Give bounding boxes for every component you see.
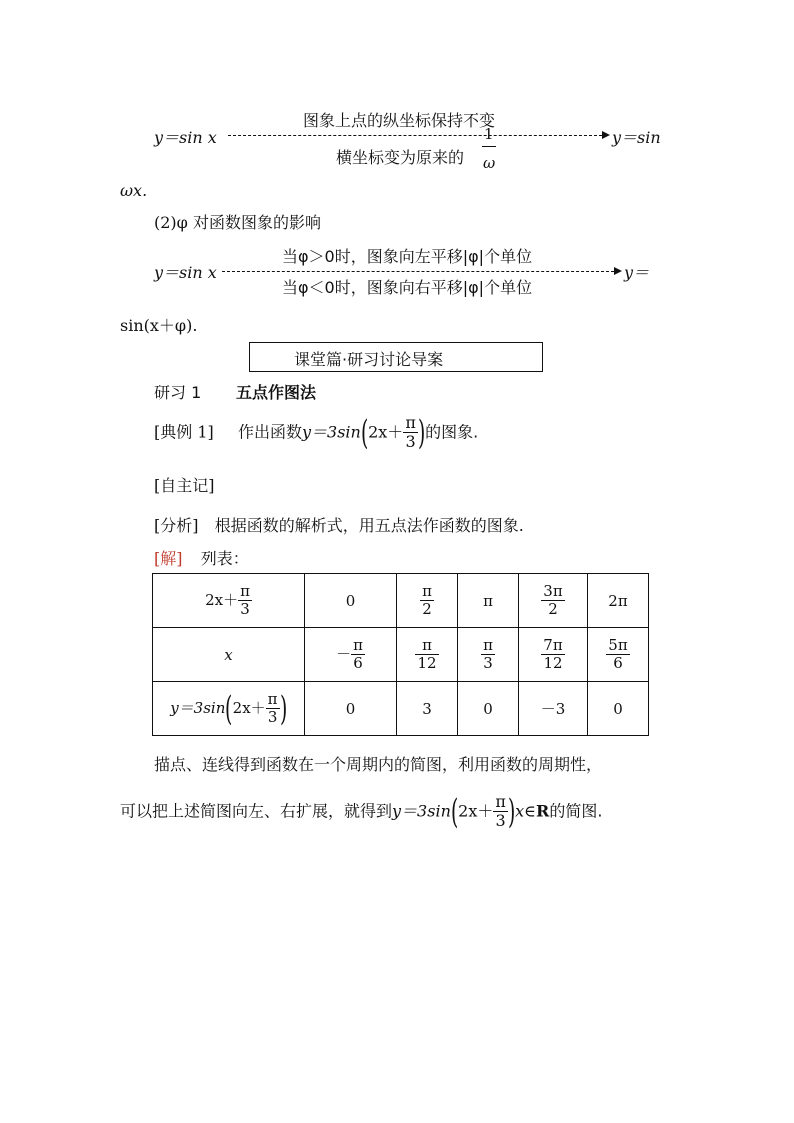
section2-lhs: y＝sin x: [154, 263, 217, 282]
table-cell: － $\frac{\pi}{6}$: [305, 628, 397, 682]
row3-label: y＝3sin(2x＋ $\frac{\pi}{3}$ ): [153, 682, 305, 736]
table-cell: $\frac{\pi}{12}$: [397, 628, 458, 682]
table-cell: 3: [397, 682, 458, 736]
section2-tail: sin(x＋φ).: [120, 316, 198, 335]
section2-arrowhead: [614, 267, 622, 275]
solution-text: 列表：: [200, 549, 249, 568]
section-title: 课堂篇·研习讨论导案: [294, 350, 444, 369]
transform1-frac-den: ω: [483, 154, 496, 172]
row1-label: 2x＋ $\frac{\pi}{3}$: [153, 574, 305, 628]
example-func: y＝3sin: [301, 422, 361, 442]
transform1-tail: ωx.: [120, 181, 148, 200]
five-point-table: [152, 573, 649, 736]
transform1-above: 图象上点的纵坐标保持不变: [303, 111, 496, 130]
example-frac: $\frac{\pi}{3}$: [405, 413, 416, 452]
solution-tag: [解]: [154, 549, 183, 568]
table-row: [153, 574, 649, 628]
example-text-after: 的图象.: [425, 422, 479, 442]
self-note: [自主记]: [154, 476, 215, 495]
section2-above: 当φ＞0时，图象向左平移|φ|个单位: [282, 247, 533, 266]
table-cell: 0: [458, 682, 519, 736]
analysis-text: 根据函数的解析式，用五点法作函数的图象.: [214, 516, 524, 535]
table-cell: $\frac{5\pi}{6}$: [588, 628, 649, 682]
section2-rhs: y＝: [624, 263, 650, 282]
table-cell: 2π: [588, 574, 649, 628]
example-line: [典例 1] 作出函数y＝3sin(2x＋ $\frac{\pi}{3}$ )的图象.: [154, 412, 479, 453]
table-row: [153, 682, 649, 736]
row2-label: x: [153, 628, 305, 682]
section2-heading: (2)φ 对函数图象的影响: [154, 213, 321, 232]
section-title-box: [249, 342, 543, 372]
transform1-arrowhead: [602, 131, 610, 139]
table-row: [153, 628, 649, 682]
transform1-lhs: y＝sin x: [154, 128, 217, 147]
example-text-before: 作出函数: [237, 422, 302, 442]
table-cell: π: [458, 574, 519, 628]
conclusion-line2: 可以把上述简图向左、右扩展，就得到y＝3sin(2x＋ $\frac{\pi}{3}$ )x∈R的简图.: [120, 791, 603, 832]
transform1-frac-num: 1: [484, 125, 494, 143]
analysis-tag: [分析]: [154, 516, 199, 535]
study-label: 研习 1: [154, 383, 202, 402]
analysis-line: [154, 513, 524, 536]
section2-below: 当φ＜0时，图象向右平移|φ|个单位: [282, 278, 533, 297]
section2-arrow-line: [222, 271, 614, 272]
table-cell: 0: [305, 682, 397, 736]
transform1-frac-bar: [482, 146, 496, 147]
table-cell: 0: [588, 682, 649, 736]
example-tag: [典例 1]: [154, 422, 214, 442]
table-cell: $\frac{3\pi}{2}$: [519, 574, 588, 628]
transform1-below: 横坐标变为原来的: [336, 148, 465, 167]
table-cell: 0: [305, 574, 397, 628]
solution-line: [154, 546, 249, 569]
study-title: 五点作图法: [236, 383, 317, 402]
table-cell: $\frac{7\pi}{12}$: [519, 628, 588, 682]
example-inner: 2x＋: [368, 422, 404, 442]
table-cell: $\frac{\pi}{2}$: [397, 574, 458, 628]
table-cell: $\frac{\pi}{3}$: [458, 628, 519, 682]
transform1-rhs: y＝sin: [612, 128, 661, 147]
conclusion-line1: 描点、连线得到函数在一个周期内的简图，利用函数的周期性，: [154, 755, 603, 774]
transform1-arrow-line: [228, 135, 602, 136]
table-cell: －3: [519, 682, 588, 736]
